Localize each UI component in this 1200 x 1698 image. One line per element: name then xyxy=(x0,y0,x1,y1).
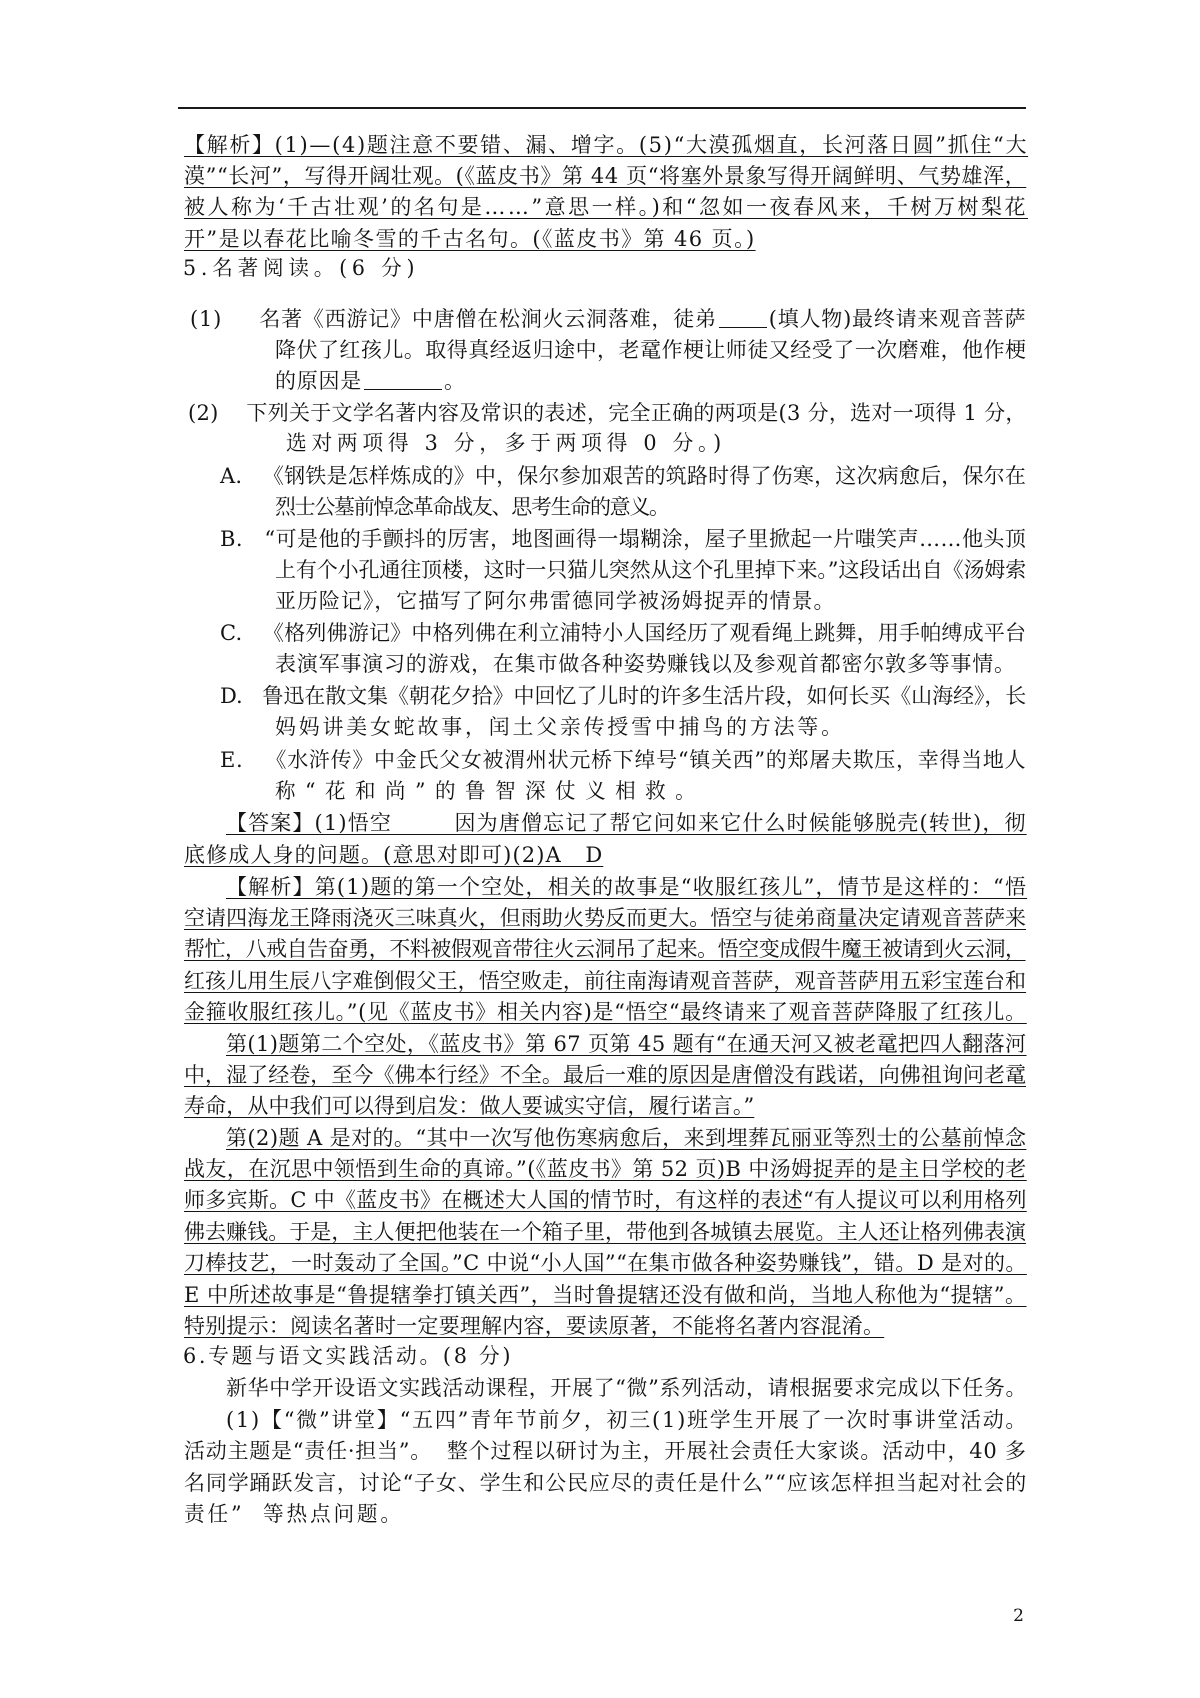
text-segment: 刀棒技艺，一时轰动了全国。”C 中说“小人国”“在集市做各种姿势赚钱”，错。D 是对的。 xyxy=(184,1251,1027,1275)
text-line xyxy=(184,225,756,253)
text-line xyxy=(286,429,726,457)
page-number: 2 xyxy=(1013,1606,1024,1626)
text-line xyxy=(275,493,669,521)
text-segment: 红孩儿用生辰八字难倒假父王，悟空败走，前往南海请观音菩萨，观音菩萨用五彩宝莲台和 xyxy=(184,969,1027,993)
text-line xyxy=(184,935,1026,963)
text-segment: 责任” 等热点问题。 xyxy=(184,1502,404,1526)
text-line xyxy=(220,525,1026,553)
text-line xyxy=(220,619,1026,647)
header-rule xyxy=(178,107,1026,109)
fill-in-blank xyxy=(364,369,442,390)
text-line xyxy=(275,367,466,395)
text-line xyxy=(184,131,1028,159)
text-segment: 活动主题是“责任·担当”。 整个过程以研讨为主，开展社会责任大家谈。活动中，40 多 xyxy=(184,1439,1027,1463)
text-segment: 空请四海龙王降雨浇灭三味真火，但雨助火势反而更大。悟空与徒弟商量决定请观音菩萨来 xyxy=(184,906,1027,930)
text-segment: (1) 名著《西游记》中唐僧在松涧火云洞落难，徒弟 xyxy=(190,307,717,331)
text-segment: C. 《格列佛游记》中格列佛在利立浦特小人国经历了观看绳上跳舞，用手帕缚成平台 xyxy=(220,621,1027,645)
text-line xyxy=(184,1312,884,1340)
text-segment: 新华中学开设语文实践活动课程，开展了“微”系列活动，请根据要求完成以下任务。 xyxy=(226,1376,1028,1400)
text-line xyxy=(184,1249,1027,1277)
text-segment: 第(2)题 A 是对的。“其中一次写他伤寒病愈后，来到埋葬瓦丽亚等烈士的公墓前悼念 xyxy=(226,1126,1027,1150)
text-segment: 漠”“长河”，写得开阔壮观。(《蓝皮书》第 44 页“将塞外景象写得开阔鲜明、气势雄浑， xyxy=(184,164,1027,188)
text-line xyxy=(275,556,1026,584)
text-line xyxy=(226,1030,1027,1058)
text-line xyxy=(275,587,835,615)
text-line xyxy=(220,682,1026,710)
text-segment: 底修成人身的问题。(意思对即可)(2)A D xyxy=(184,843,604,867)
text-segment: 亚历险记》，它描写了阿尔弗雷德同学被汤姆捉弄的情景。 xyxy=(275,589,836,613)
fill-in-blank xyxy=(719,307,767,328)
text-line xyxy=(188,399,1027,427)
text-segment: 第(1)题第二个空处，《蓝皮书》第 67 页第 45 题有“在通天河又被老鼋把四人翻落河 xyxy=(226,1032,1027,1056)
text-segment: (2) 下列关于文学名著内容及常识的表述，完全正确的两项是(3 分，选对一项得 1 分， xyxy=(188,401,1027,425)
text-line xyxy=(275,713,845,741)
text-line xyxy=(190,305,1026,333)
text-segment: 名同学踊跃发言，讨论“子女、学生和公民应尽的责任是什么”“应该怎样担当起对社会的 xyxy=(184,1471,1028,1495)
text-line xyxy=(220,746,1026,774)
text-line xyxy=(183,254,419,282)
text-segment: 战友，在沉思中领悟到生命的真谛。”(《蓝皮书》第 52 页)B 中汤姆捉弄的是主日学校的老 xyxy=(184,1157,1027,1181)
text-line xyxy=(226,809,1027,837)
text-line xyxy=(184,998,1027,1026)
text-segment: 中，湿了经卷，至今《佛本行经》不全。最后一难的原因是唐僧没有践诺，向佛祖询问老鼋 xyxy=(184,1063,1027,1087)
text-line xyxy=(184,1155,1027,1183)
text-segment: 师多宾斯。C 中《蓝皮书》在概述大人国的情节时，有这样的表述“有人提议可以利用格列 xyxy=(184,1188,1027,1212)
text-segment: 降伏了红孩儿。取得真经返归途中，老鼋作梗让师徒又经受了一次磨难，他作梗 xyxy=(275,338,1027,362)
text-segment: 帮忙，八戒自告奋勇，不料被假观音带往火云洞吊了起来。悟空变成假牛魔王被请到火云洞， xyxy=(184,937,1026,961)
text-segment: 开”是以春花比喻冬雪的千古名句。(《蓝皮书》第 46 页。) xyxy=(184,227,756,251)
text-segment: 特别提示：阅读名著时一定要理解内容，要读原著，不能将名著内容混淆。 xyxy=(184,1314,885,1338)
text-line xyxy=(184,967,1026,995)
text-segment: A. 《钢铁是怎样炼成的》中，保尔参加艰苦的筑路时得了伤寒，这次病愈后，保尔在 xyxy=(220,464,1027,488)
text-segment: 【解析】(1)—(4)题注意不要错、漏、增字。(5)“大漠孤烟直，长河落日圆”抓住“大 xyxy=(184,133,1029,157)
text-segment: B. “可是他的手颤抖的厉害，地图画得一塌糊涂，屋子里掀起一片嗤笑声……他头顶 xyxy=(220,527,1027,551)
text-line xyxy=(184,1437,1027,1465)
text-segment: 表演军事演习的游戏，在集市做各种姿势赚钱以及参观首都密尔敦多等事情。 xyxy=(275,652,1016,676)
text-segment: 被人称为‘千古壮观’的名句是……”意思一样。)和“忽如一夜春风来，千树万树梨花 xyxy=(184,195,1029,219)
text-segment: 上有个小孔通往顶楼，这时一只猫儿突然从这个孔里掉下来。”这段话出自《汤姆索 xyxy=(275,558,1027,582)
text-segment: (填人物)最终请来观音菩萨 xyxy=(768,307,1027,331)
text-segment: D. 鲁迅在散文集《朝花夕拾》中回忆了儿时的许多生活片段，如何长买《山海经》，长 xyxy=(220,684,1027,708)
text-line xyxy=(226,1406,1028,1434)
text-segment: E 中所述故事是“鲁提辖拳打镇关西”，当时鲁提辖还没有做和尚，当地人称他为“提辖”。 xyxy=(184,1283,1027,1307)
text-line xyxy=(226,1124,1026,1152)
text-segment: 妈妈讲美女蛇故事，闰土父亲传授雪中捕鸟的方法等。 xyxy=(275,715,845,739)
text-segment: 金箍收服红孩儿。”(见《蓝皮书》相关内容)是“悟空“最终请来了观音菩萨降服了红孩儿。 xyxy=(184,1000,1027,1024)
text-line xyxy=(184,1061,1026,1089)
text-segment: 烈士公墓前悼念革命战友、思考生命的意义。 xyxy=(275,495,669,519)
text-line xyxy=(220,462,1026,490)
text-segment: E. 《水浒传》中金氏父女被渭州状元桥下绰号“镇关西”的郑屠夫欺压，幸得当地人 xyxy=(220,748,1027,772)
text-line xyxy=(184,904,1026,932)
text-line xyxy=(226,1374,1027,1402)
text-line xyxy=(184,841,603,869)
text-segment: 【答案】(1)悟空 因为唐僧忘记了帮它问如来它什么时候能够脱壳(转世)，彻 xyxy=(226,811,1027,835)
text-segment: 。 xyxy=(444,369,466,393)
text-segment: 称“花和尚”的鲁智深仗义相救。 xyxy=(275,779,706,803)
text-line xyxy=(184,193,1028,221)
text-line xyxy=(226,873,1027,901)
text-line xyxy=(275,777,705,805)
text-line xyxy=(184,1092,754,1120)
text-segment: (1)【“微”讲堂】“五四”青年节前夕，初三(1)班学生开展了一次时事讲堂活动。 xyxy=(226,1408,1029,1432)
text-segment: 寿命，从中我们可以得到启发：做人要诚实守信，履行诺言。” xyxy=(184,1094,755,1118)
text-segment: 6.专题与语文实践活动。(8 分) xyxy=(183,1344,514,1368)
text-line xyxy=(184,1281,1026,1309)
text-line xyxy=(183,1342,513,1370)
text-line xyxy=(184,162,1026,190)
text-line xyxy=(184,1218,1026,1246)
text-segment: 5.名著阅读。(6 分) xyxy=(183,256,420,280)
text-line xyxy=(184,1469,1027,1497)
text-segment: 佛去赚钱。于是，主人便把他装在一个箱子里，带他到各城镇去展览。主人还让格列佛表演 xyxy=(184,1220,1027,1244)
text-line xyxy=(275,336,1026,364)
text-segment: 的原因是 xyxy=(275,369,362,393)
text-line xyxy=(275,650,1016,678)
text-segment: 选对两项得 3 分，多于两项得 0 分。) xyxy=(286,431,726,455)
text-segment: 【解析】第(1)题的第一个空处，相关的故事是“收服红孩儿”，情节是这样的：“悟 xyxy=(226,875,1028,899)
text-line xyxy=(184,1500,404,1528)
text-line xyxy=(184,1186,1027,1214)
